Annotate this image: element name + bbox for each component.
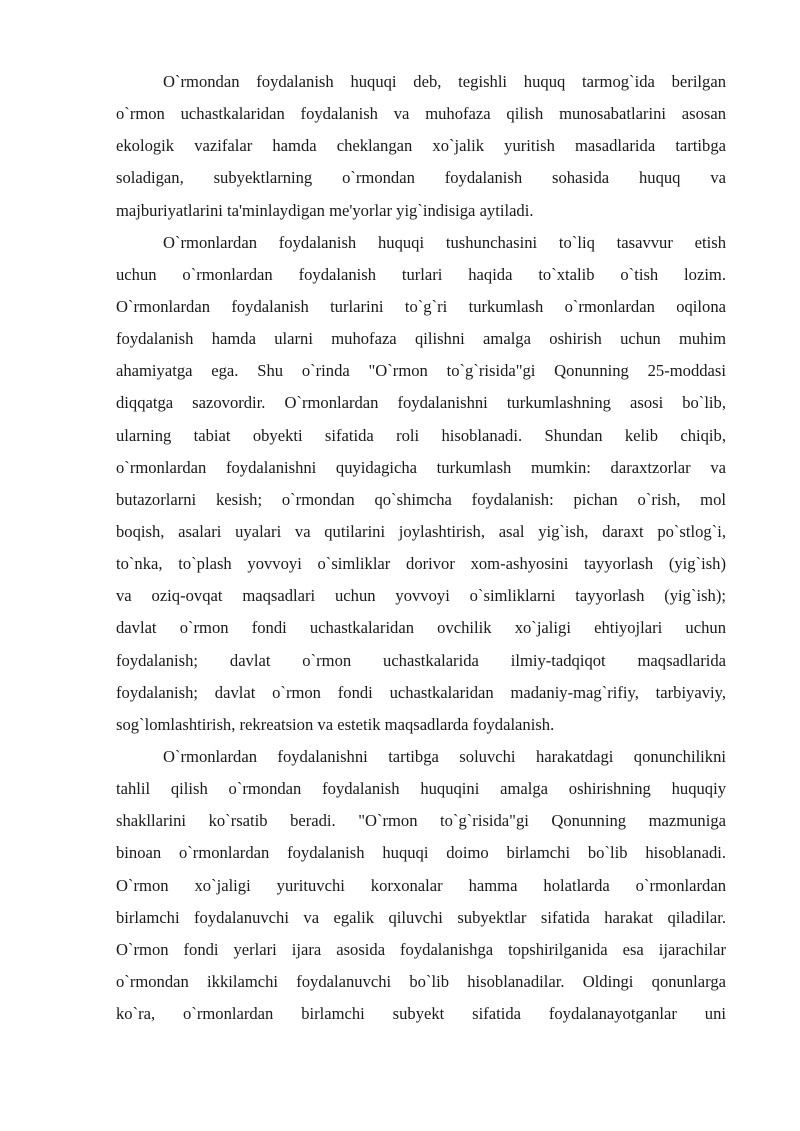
paragraph-2: [116, 227, 726, 741]
text-line: o`rmonlardan foydalanishni quyidagicha turkumlash mumkin: daraxtzorlar va: [116, 457, 726, 477]
text-line: ekologik vazifalar hamda cheklangan xo`jalik yuritish masadlarida tartibga: [116, 136, 726, 156]
text-line: to`nka, to`plash yovvoyi o`simliklar dorivor xom-ashyosini tayyorlash (yig`ish): [116, 554, 726, 574]
text-line: davlat o`rmon fondi uchastkalaridan ovchilik xo`jaligi ehtiyojlari uchun: [116, 618, 726, 638]
text-line: ahamiyatga ega. Shu o`rinda "O`rmon to`g`risida"gi Qonunning 25-moddasi: [116, 361, 726, 381]
text-line: soladigan, subyektlarning o`rmondan foydalanish sohasida huquq va: [116, 168, 726, 188]
text-line: sog`lomlashtirish, rekreatsion va estetik maqsadlarda foydalanish.: [116, 714, 555, 734]
text-line: butazorlarni kesish; o`rmondan qo`shimcha foydalanish: pichan o`rish, mol: [116, 489, 726, 509]
paragraph-1: [116, 66, 726, 227]
text-line: foydalanish hamda ularni muhofaza qilishni amalga oshirish uchun muhim: [116, 329, 726, 349]
text-line: O`rmondan foydalanish huquqi deb, tegishli huquq tarmog`ida berilgan: [163, 72, 726, 91]
text-line: O`rmonlardan foydalanish turlarini to`g`ri turkumlash o`rmonlardan oqilona: [116, 296, 726, 316]
text-line: uchun o`rmonlardan foydalanish turlari haqida to`xtalib o`tish lozim.: [116, 264, 726, 284]
text-line: shakllarini ko`rsatib beradi. "O`rmon to`g`risida"gi Qonunning mazmuniga: [116, 811, 726, 831]
text-line: ularning tabiat obyekti sifatida roli hisoblanadi. Shundan kelib chiqib,: [116, 425, 726, 445]
text-line: O`rmonlardan foydalanishni tartibga soluvchi harakatdagi qonunchilikni: [163, 746, 726, 766]
text-line: boqish, asalari uyalari va qutilarini joylashtirish, asal yig`ish, daraxt po`stlog`i,: [116, 521, 726, 541]
text-line: O`rmonlardan foydalanish huquqi tushunchasini to`liq tasavvur etish: [163, 232, 726, 252]
text-line: birlamchi foydalanuvchi va egalik qiluvchi subyektlar sifatida harakat qiladilar.: [116, 907, 726, 927]
text-line: majburiyatlarini ta'minlaydigan me'yorlar yig`indisiga aytiladi.: [116, 200, 534, 220]
text-line: o`rmon uchastkalaridan foydalanish va muhofaza qilish munosabatlarini asosan: [116, 104, 726, 124]
text-line: o`rmondan ikkilamchi foydalanuvchi bo`lib hisoblanadilar. Oldingi qonunlarga: [116, 971, 726, 991]
text-line: binoan o`rmonlardan foydalanish huquqi doimo birlamchi bo`lib hisoblanadi.: [116, 843, 726, 863]
text-line: va oziq-ovqat maqsadlari uchun yovvoyi o`simliklarni tayyorlash (yig`ish);: [116, 586, 726, 606]
text-line: O`rmon xo`jaligi yurituvchi korxonalar hamma holatlarda o`rmonlardan: [116, 875, 726, 895]
text-line: diqqatga sazovordir. O`rmonlardan foydalanishni turkumlashning asosi bo`lib,: [116, 393, 726, 413]
text-line: foydalanish; davlat o`rmon fondi uchastkalaridan madaniy-mag`rifiy, tarbiyaviy,: [116, 682, 726, 702]
text-line: tahlil qilish o`rmondan foydalanish huquqini amalga oshirishning huquqiy: [116, 779, 726, 799]
text-line: ko`ra, o`rmonlardan birlamchi subyekt sifatida foydalanayotganlar uni: [116, 1004, 726, 1024]
paragraph-3: [116, 741, 726, 1030]
text-line: foydalanish; davlat o`rmon uchastkalarida ilmiy-tadqiqot maqsadlarida: [116, 650, 726, 670]
text-line: O`rmon fondi yerlari ijara asosida foydalanishga topshirilganida esa ijarachilar: [116, 939, 726, 959]
document-body: [116, 66, 726, 1030]
